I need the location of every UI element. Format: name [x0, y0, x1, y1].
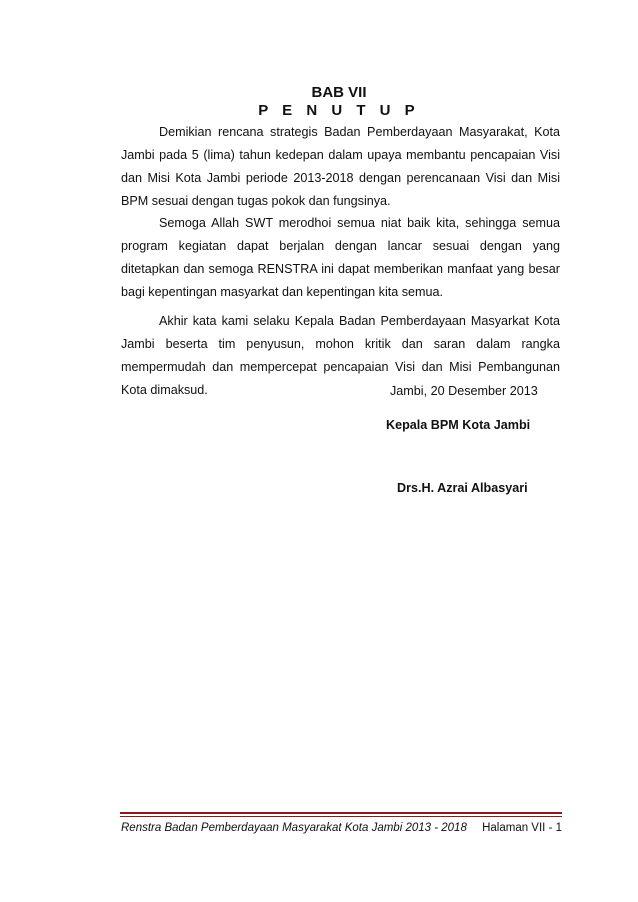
signatory-name: Drs.H. Azrai Albasyari — [397, 481, 528, 495]
paragraph-1: Demikian rencana strategis Badan Pemberdayaan Masyarakat, Kota Jambi pada 5 (lima) tahun kedepan dalam upaya membantu pencapaian Visi dan Misi Kota Jambi periode 2013-2018 dengan perencanaan Visi dan Misi BPM sesuai dengan tugas pokok dan fungsinya. — [121, 125, 560, 208]
footer-page-number: Halaman VII - 1 — [482, 822, 562, 834]
paragraph-2: Semoga Allah SWT merodhoi semua niat baik kita, sehingga semua program kegiatan dapat berjalan dengan lancar sesuai dengan yang ditetapkan dan semoga RENSTRA ini dapat memberikan manfaat yang besar bagi kepentingan masyarkat dan kepentingan kita semua. — [121, 216, 560, 299]
paragraph-3: Akhir kata kami selaku Kepala Badan Pemberdayaan Masyarkat Kota Jambi beserta tim penyusun, mohon kritik dan saran dalam rangka mempermudah dan mempercepat pencapaian Visi dan Misi Pembangunan Kota dimaksud. — [121, 314, 560, 397]
footer-document-title: Renstra Badan Pemberdayaan Masyarakat Kota Jambi 2013 - 2018 — [121, 822, 467, 834]
footer-divider — [120, 812, 562, 814]
footer-divider-thin — [120, 816, 562, 817]
place-date: Jambi, 20 Desember 2013 — [390, 384, 538, 398]
signatory-position: Kepala BPM Kota Jambi — [386, 418, 531, 432]
chapter-title: P E N U T U P — [258, 102, 420, 119]
chapter-heading: BAB VII — [311, 84, 367, 101]
